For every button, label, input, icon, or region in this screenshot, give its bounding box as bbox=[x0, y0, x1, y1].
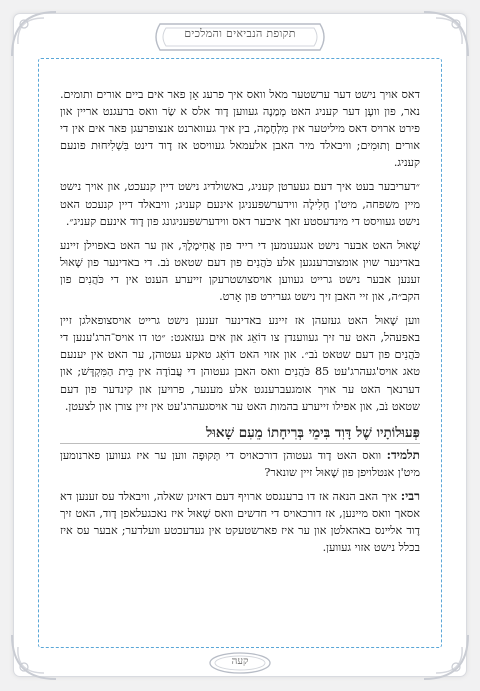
paragraph: שָׁאוּל האט אבער נישט אנגענומען די רייד פון אֲחִימֶלֶךְ, און ער האט באפוילן זיינע באדינער שוין אומצוברענגען אלע כֹּהֲנִים פון דעם שטאט נֹב. די באדינער פון שָׁאוּל זענען אבער נישט גרייט געווען אויסצושטרעקן זייערע הענט אין די כֹּהֲנִים פון הקב״ה, און זיי האבן זיך נישט גערירט פון אָרט. bbox=[60, 238, 420, 304]
speaker-label: תלמיד: bbox=[386, 447, 420, 462]
header-title: תקופת הנביאים והמלכים bbox=[184, 27, 296, 40]
page-number-badge bbox=[207, 651, 273, 675]
dialogue-item bbox=[60, 488, 420, 556]
dialogue-text: וואס האט דָוד געטוהן דורכאויס די תְּקוּפָה ווען ער איז געווען פארנומען מיט'ן אנטלויפן פון שָׁאוּל זיין שונאר? bbox=[60, 448, 420, 479]
paragraph: ״דעריבער בעט איך דעם געערטן קעניג, באשולדיג נישט דיין קנעכט, און אויך נישט מיין משפחה, מיט'ן חָלִילָה ווידערשפעניגן אינעם קעניג; וויבאלד דיין קנעכט האט נישט געוויסט די מינדעסטע זאך איבער דאס ווידערשפעניגונג פון דָוד אינעם קעניג״. bbox=[60, 180, 420, 228]
page-number: קעה bbox=[231, 656, 249, 667]
dialogue-item bbox=[60, 447, 420, 481]
dialogue-text: איך האב הנאה אז דו ברענגסט ארויף דעם דאזיגן שאלה, וויבאלד עס זענען דא אסאך וואס מיינען, אז דורכאויס די חדשים וואס שָׁאוּל איז נאכגעלאפן דָוד, האט זיך דָוד אלײנס באהאלטן און ער איז פארשטעקט אין געדעכטע וועלדער; אבער עס איז בכלל נישט אזוי געווען. bbox=[60, 489, 420, 555]
speaker-label: רבי: bbox=[400, 488, 420, 503]
corner-ornament-icon bbox=[416, 4, 476, 64]
paragraph: דאס אויך נישט דער ערשטער מאל וואס איך פרעג אָן פאר אים ביים אורים ותומים. נאר, פון וועָן דער קעניג האט מְמַנֶה געווען דָוד אלס א שַׂר וואס ברעגנט אריין און פירט ארויס דאס מיליטער אין מִלְחָמָה, בין איך געווארנט אנצופרעגן פאר אים אין די אורים וְתוּמִים; וויבאלד מיר האבן אלעמאל געוויסט אז דָוד דינט בִּשְׁלִיחוּת פונעם קעניג. bbox=[60, 88, 420, 170]
header-banner bbox=[150, 18, 330, 56]
paragraph: ווען שָׁאוּל האט געזעהן אז זיינע באדינער זענען נישט גרייט אויסצופאלגן זיין באפעהל, האט ער זיך געווענדן צו דוֹאֵג און אים געזאגט: ״טו דו אויס־הרג'ענען די כֹּהֲנִים פון דעם שטאט נֹב״. און אזוי האט דוֹאֵג טאקע געטוהן, ער האט אין יענעם טאג אויס'געהרג'עט 85 כֹּהֲנִים וואס האבן געטוהן די עֲבוֹדָה אין בֵּית הַמִּקְדָּשׁ; און דערנאך האט ער אויך אומגעברענגט אלע מענער, פרויען און קינדער פון דעם שטאט נֹב, און אפילו זייערע בהמות האט ער אויסגעהרג'עט אין זיין צורן און לצעטן. bbox=[60, 314, 420, 413]
section-heading: פְּעוּלוֹתָיו שֶׁל דָּוִד בִּימֵי בְּרִיחָתוֹ מֵעִם שָׁאוּל bbox=[60, 425, 420, 444]
corner-ornament-icon bbox=[4, 4, 64, 64]
main-text bbox=[60, 86, 420, 563]
